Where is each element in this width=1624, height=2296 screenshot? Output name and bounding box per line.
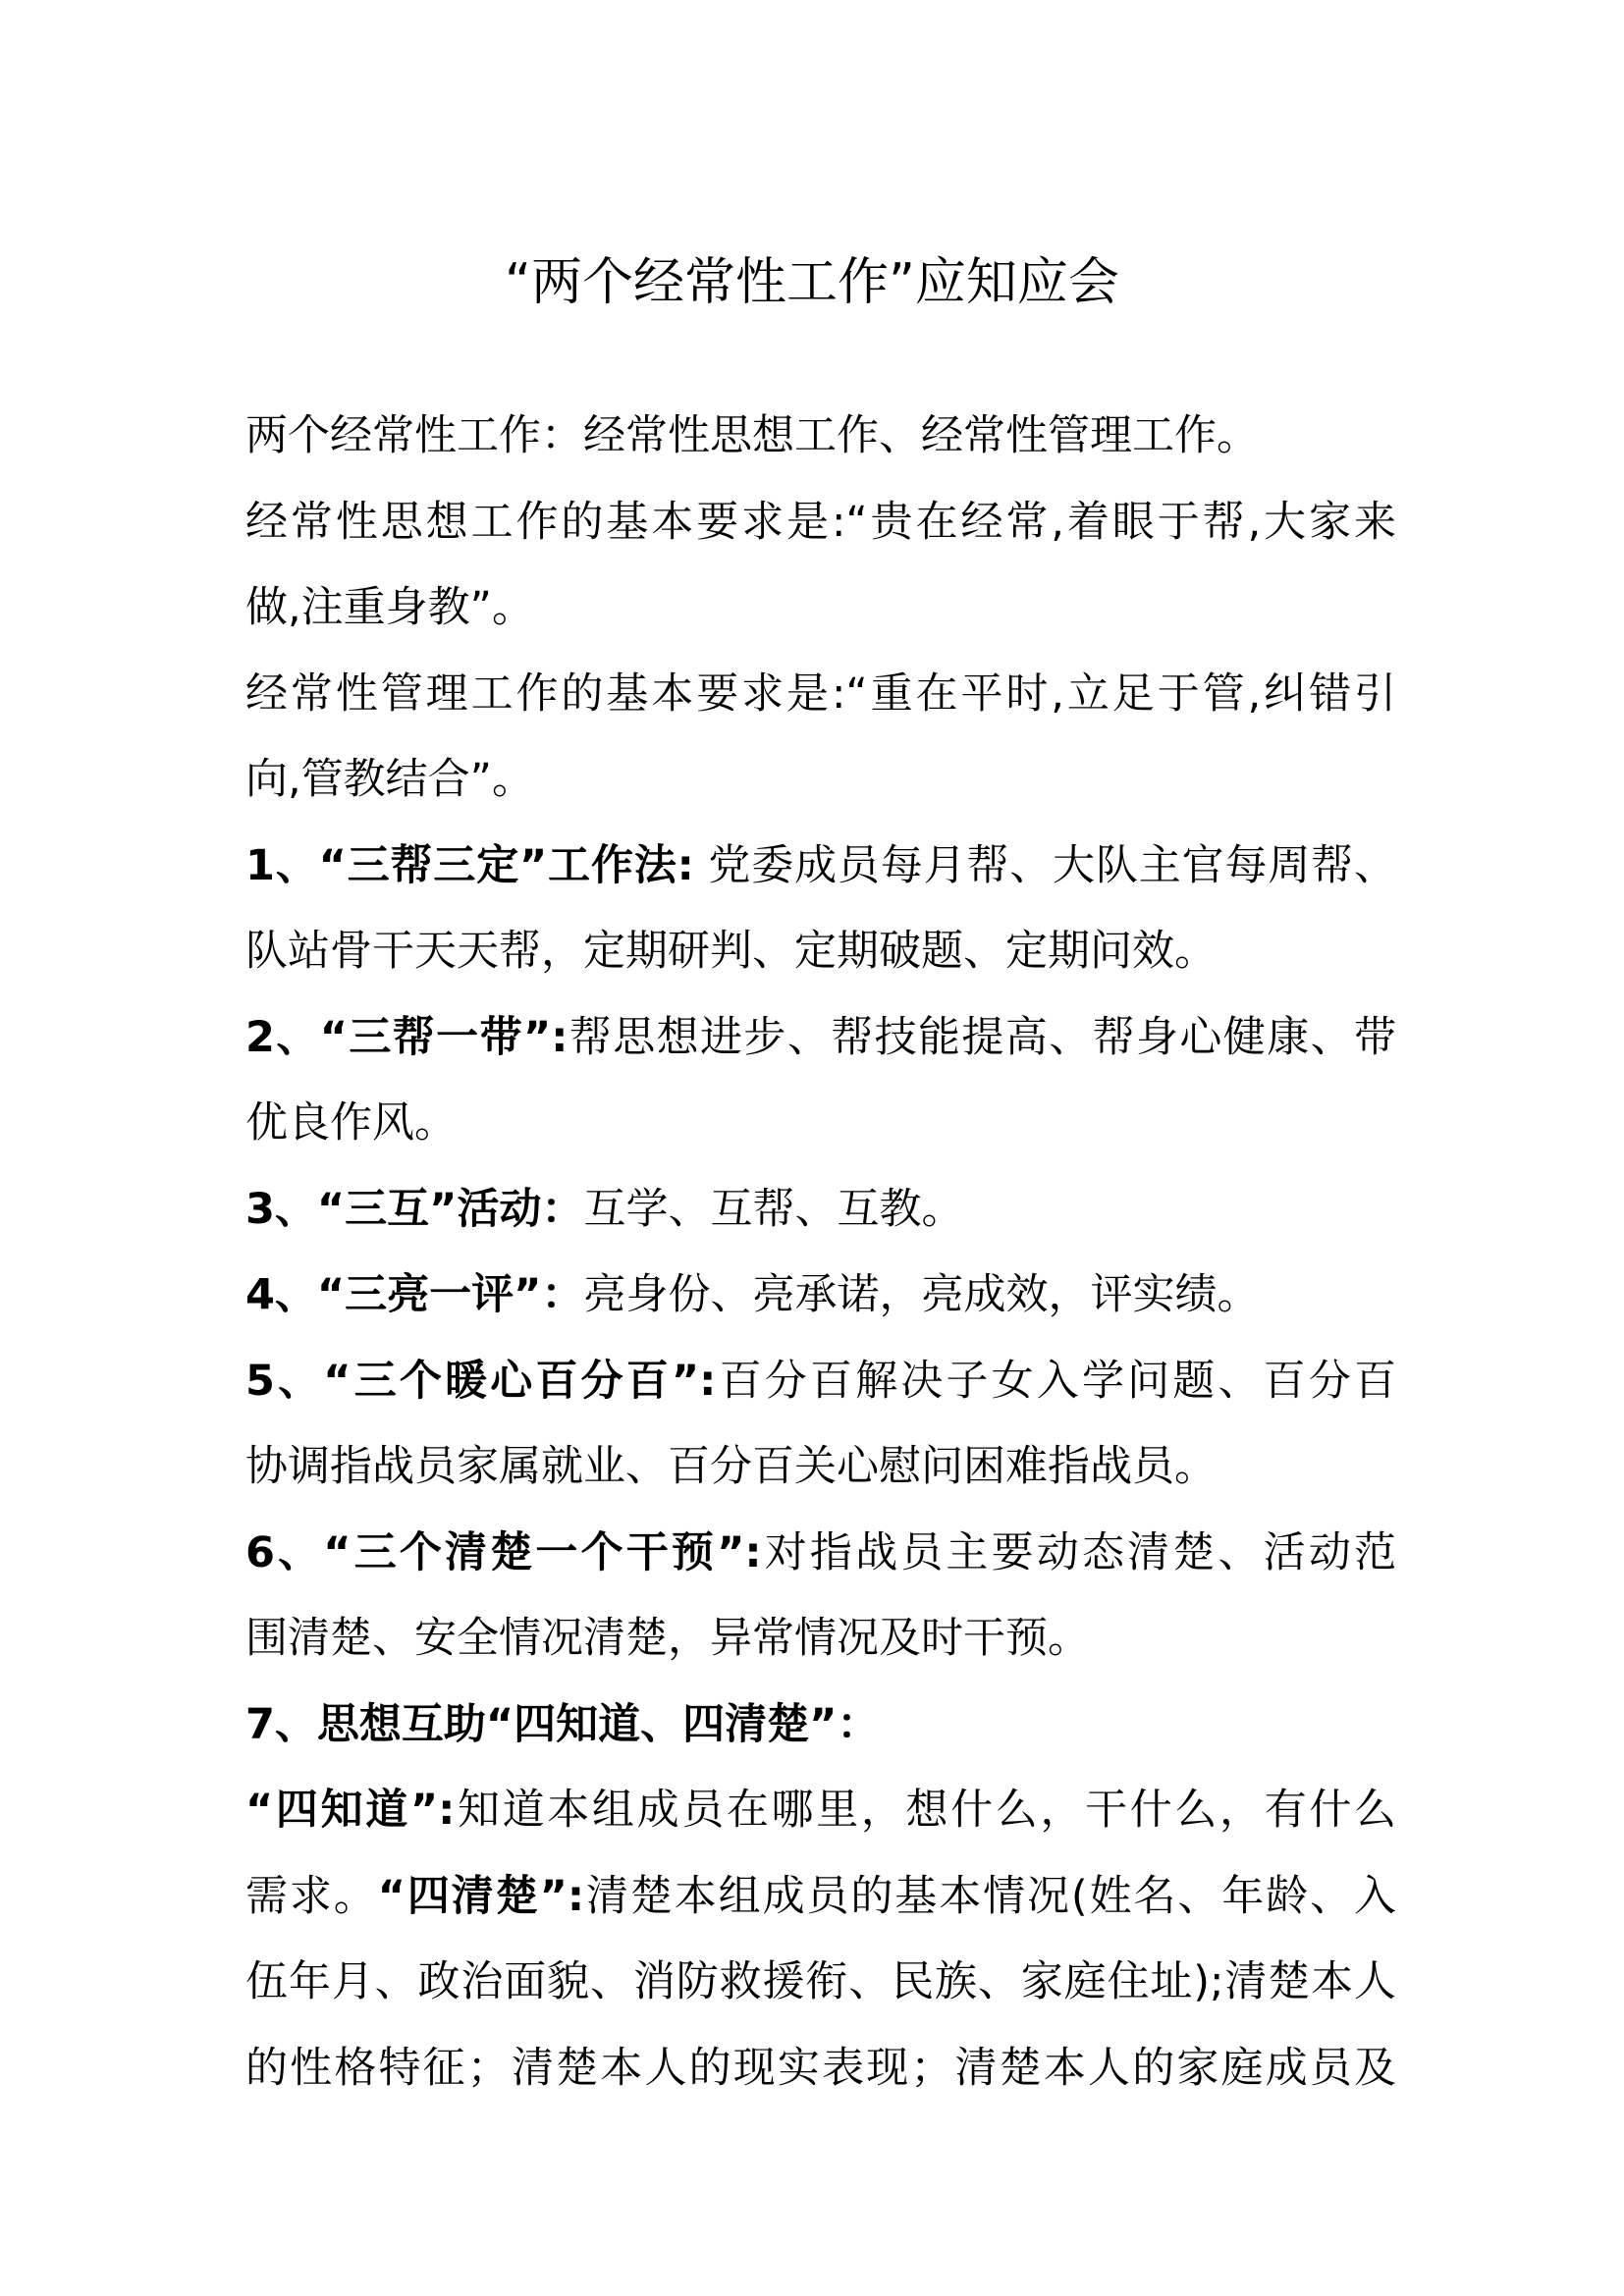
body-text: 需求。 <box>245 1871 378 1921</box>
text-line <box>245 1940 1396 2026</box>
text-line <box>245 480 1396 566</box>
text-line <box>245 1511 1396 1597</box>
body-text: 做,注重身教”。 <box>245 583 534 632</box>
bold-heading-text: 6、“三个清楚一个干预”: <box>245 1527 762 1577</box>
body-text: 互学、互帮、互教。 <box>583 1184 964 1234</box>
body-text: 经常性管理工作的基本要求是:“重在平时,立足于管,纠错引 <box>245 668 1396 719</box>
bold-heading-text: 5、“三个暖心百分百”: <box>245 1356 717 1406</box>
body-text: 经常性思想工作的基本要求是:“贵在经常,着眼于帮,大家来 <box>245 497 1396 547</box>
bold-heading-text: 1、“三帮三定”工作法: <box>245 840 694 890</box>
text-line <box>245 1854 1396 1941</box>
body-text: 围清楚、安全情况清楚，异常情况及时干预。 <box>245 1614 1090 1663</box>
text-line <box>245 1768 1396 1854</box>
text-line <box>245 737 1396 824</box>
body-text: 伍年月、政治面貌、消防救援衔、民族、家庭住址);清楚本人 <box>245 1957 1396 2006</box>
body-text: 的性格特征；清楚本人的现实表现；清楚本人的家庭成员及 <box>245 2043 1396 2093</box>
bold-heading-text: 3、“三互”活动： <box>245 1184 584 1234</box>
body-text: 知道本组成员在哪里，想什么，干什么，有什么 <box>455 1786 1397 1835</box>
body-text: 两个经常性工作：经常性思想工作、经常性管理工作。 <box>245 411 1259 460</box>
document-body <box>245 394 1396 2111</box>
document-title: “两个经常性工作”应知应会 <box>505 252 1119 312</box>
text-line <box>245 1339 1396 1425</box>
body-text: 向,管教结合”。 <box>245 755 534 804</box>
text-line <box>245 1081 1396 1167</box>
text-line <box>245 1596 1396 1682</box>
text-line <box>245 652 1396 738</box>
body-text: 百分百解决子女入学问题、百分百 <box>716 1356 1397 1406</box>
text-line <box>245 995 1396 1082</box>
body-text: 帮思想进步、帮技能提高、帮身心健康、带 <box>568 1012 1397 1062</box>
text-line <box>245 394 1396 480</box>
body-text: 清楚本组成员的基本情况(姓名、年龄、入 <box>584 1871 1397 1921</box>
body-text: 协调指战员家属就业、百分百关心慰问困难指战员。 <box>245 1442 1217 1491</box>
body-text: 对指战员主要动态清楚、活动范 <box>761 1527 1397 1577</box>
text-line <box>245 1424 1396 1511</box>
text-line <box>245 1167 1396 1254</box>
text-line <box>245 565 1396 652</box>
body-text: 党委成员每月帮、大队主官每周帮、 <box>693 840 1397 890</box>
body-text: 优良作风。 <box>245 1098 457 1148</box>
bold-heading-text: 4、“三亮一评”： <box>245 1270 584 1319</box>
bold-heading-text: 2、“三帮一带”: <box>245 1012 568 1062</box>
text-line <box>245 1253 1396 1339</box>
bold-heading-text: 7、思想互助“四知道、四清楚”： <box>245 1699 880 1749</box>
text-line <box>245 909 1396 995</box>
body-text: 亮身份、亮承诺，亮成效，评实绩。 <box>583 1270 1260 1319</box>
text-line <box>245 1682 1396 1769</box>
text-line <box>245 824 1396 910</box>
bold-heading-text: “四清楚”: <box>377 1871 585 1921</box>
text-line <box>245 2026 1396 2112</box>
bold-heading-text: “四知道”: <box>245 1786 456 1835</box>
body-text: 队站骨干天天帮，定期研判、定期破题、定期问效。 <box>245 927 1217 976</box>
